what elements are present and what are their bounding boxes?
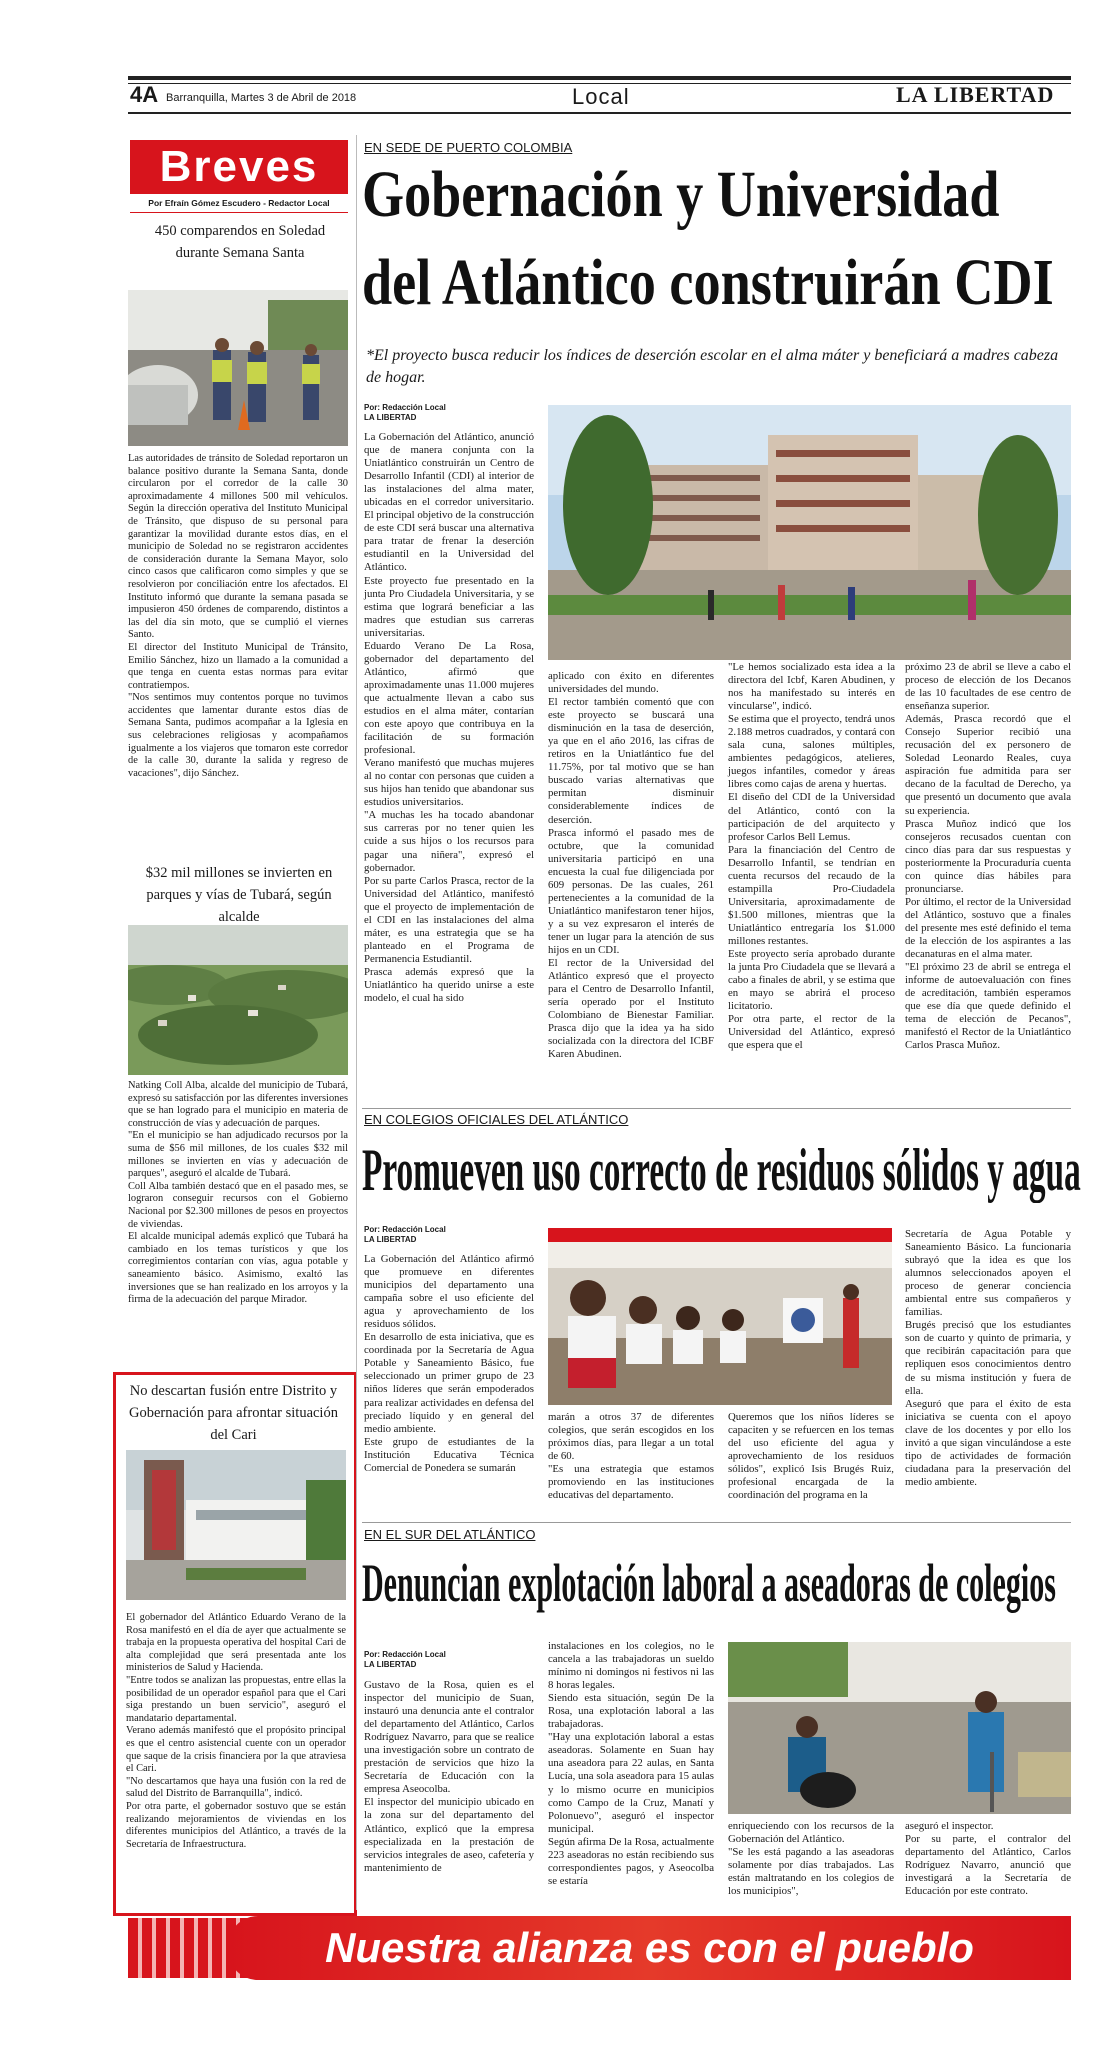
article-column: La Gobernación del Atlántico afirmó que promueve en diferentes municipios del departamento una campaña sobre el uso eficiente del agua y aprovechamiento de los residuos sólidos. En desarrollo de esta iniciativa, que es coordinada por la Secretaría de Agua Potable y Saneamiento Básico, fue seleccionado un primer grupo de 23 niños líderes que serán empoderados para realizar actividades en defensa del preciado líquido y en general del medio ambiente. Este grupo de estudiantes de la Institución Educativa Técnica Comercial de Ponedera se sumarán — [364, 1253, 534, 1474]
article-column: "Le hemos socializado esta idea a la directora del Icbf, Karen Abudinen, y nos ha manifestado su interés en vincularse", indicó. Se estima que el proyecto, tendrá unos 2.188 metros cuadrados, y contará con sala cuna, salones múltiples, ambientes pedagógicos, atelieres, juegos infantiles, comedor y áreas libres como cajas de arena y huertas. El diseño del CDI de la Universidad del Atlántico, contó con la participación de del arquitecto y profesor Carlos Bell Lemus. Para la financiación del Centro de Desarrollo Infantil, se tendrían en cuenta recursos del recaudo de la estampilla Pro-Ciudadela Universitaria, aproximadamente de $1.500 millones, mientras que la Uniatlántico entregaría los $1.000 millones restantes. Este proyecto sería aprobado durante la junta Pro Ciudadela que se llevará a cabo a finales de abril, y se estima que en mayo se abrirá el proceso licitatorio. Por otra parte, el rector de la Universidad del Atlántico, expresó que espera que el — [728, 661, 895, 1052]
article-separator — [362, 1108, 1071, 1109]
article-byline — [364, 1650, 446, 1670]
article-column: La Gobernación del Atlántico, anunció que de manera conjunta con la Uniatlántico construirán un Centro de Desarrollo Infantil (CDI) al interior de las instalaciones del alma mater, ubicadas en el corredor universitario. El principal objetivo de la construcción de este CDI será buscar una alternativa para tratar de frenar la deserción estudiantil en la Universidad del Atlántico. Este proyecto fue presentado en la junta Pro Ciudadela Universitaria, y se estima que logrará beneficiar a las madres que estudian sus carreras universitarias. Eduardo Verano De La Rosa, gobernador del departamento del Atlántico, afirmó que aproximadamente unas 11.000 mujeres que actualmente llevan a cabo sus estudios en el alma máter, contarían con este apoyo que contribuya en la facilitación de su formación profesional. Verano manifestó que muchas mujeres al no contar con personas que cuiden a sus hijos han tenido que abandonar sus estudios universitarios. "A muchas les ha tocado abandonar sus carreras por no tener quien les cuide a sus hijos o los recursos para pagar una niñera", expresó el gobernador. Por su parte Carlos Prasca, rector de la Universidad del Atlántico, manifestó que el proyecto de implementación de el CDI en las instalaciones del alma máter, es una estrategia que se ha planteado en el Programa de Permanencia Estudiantil. Prasca además expresó que la Uniatlántico ha querido unirse a este modelo, el cual ha sido — [364, 431, 534, 1005]
brief-paragraph: "Entre todos se analizan las propuestas, entre ellas la posibilidad de un operador español para que el Cari siga prestando un buen servicio", aseguró el mandatario departamental. — [126, 1674, 346, 1724]
article-headline: del Atlántico construirán CDI — [362, 246, 1054, 319]
breves-byline: Por Efraín Gómez Escudero - Redactor Local — [148, 198, 330, 208]
brief-paragraph: El director del Instituto Municipal de Tránsito, Emilio Sánchez, hizo un llamado a la comunidad a que tenga en cuenta estas normas para evitar contratiempos. — [128, 641, 348, 691]
date-line: Barranquilla, Martes 3 de Abril de 2018 — [166, 92, 357, 104]
brief-body — [128, 1080, 348, 1307]
article-column: aplicado con éxito en diferentes universidades del mundo. El rector también comentó que con este proyecto se buscará una disminución en la tasa de deserción, ya que en el año 2016, las cifras de retiros en la Uniatlántico fue del 11.75%, por tal motivo que se han buscado varias alternativas que permitan disminuir considerablemente índices de deserción. Prasca informó el pasado mes de octubre, que la comunidad universitaria participó en una encuesta la cual fue diligenciada por 609 personas. De las cuales, 261 pertenecientes a la comunidad de la Uniatlántico manifestaron tener hijos, y a su vez expresaron el interés de tener un lugar para la atención de sus hijos en un CDI. El rector de la Universidad del Atlántico expresó que el proyecto para el Centro de Desarrollo Infantil, sería operado por el Instituto Colombiano de Bienestar Familiar. Prasca dijo que la idea ya ha sido socializada con la directora del ICBF Karen Abudinen. — [548, 670, 714, 1061]
brief-paragraph: Las autoridades de tránsito de Soledad reportaron un balance positivo durante la Semana Santa, donde circularon por el corredor de la calle 30 aproximadamente 4 millones 500 mil vehículos. Según la dirección operativa del Instituto Municipal de Tránsito, que dispuso de su personal para garantizar la movilidad durante estos días, en el municipio de Soledad no se registraron accidentes de consideración durante la Semana Mayor, solo cinco casos que calificaron como simples y que se resolvieron por conciliación entre los afectados. El Instituto informó que durante la semana pasada se impusieron 450 órdenes de comparendo, distintos a las del día sin moto, que se cumplió el viernes Santo. — [128, 453, 348, 641]
article-headline: Gobernación y Universidad — [362, 158, 1000, 231]
traffic-officers-photo — [128, 290, 348, 446]
schoolchildren-photo — [548, 1228, 892, 1405]
article-deck: *El proyecto busca reducir los índices de deserción escolar en el alma máter y beneficiará a madres cabeza de hogar. — [366, 347, 1059, 386]
article-headline: Promueven uso correcto de residuos sólidos y agua — [362, 1137, 1081, 1203]
article-column: marán a otros 37 de diferentes colegios, que serán escogidos en los próximos días, para llegar a un total de 60. "Es una estrategia que estamos promoviendo en las instituciones educativas del departamento. — [548, 1411, 714, 1502]
byline-author: Por: Redacción Local — [364, 1650, 446, 1659]
article-column: Queremos que los niños líderes se capaciten y se refuercen en los temas del uso eficiente del agua y aprovechamiento de los residuos sólidos", explicó Isis Brugés Ruiz, profesional encargada de la coordinación del programa en la — [728, 1411, 894, 1502]
brief-paragraph: Natking Coll Alba, alcalde del municipio de Tubará, expresó su satisfacción por las diferentes inversiones que se han logrado para el municipio en materia de construcción de vías y adecuación de parques. — [128, 1080, 348, 1129]
article-column: Secretaría de Agua Potable y Saneamiento Básico. La funcionaria subrayó que la idea es que los alumnos seleccionados apoyen el proceso de generar conciencia ambiental entre sus compañeros y familias. Brugés precisó que los estudiantes son de cuarto y quinto de primaria, y que recibirán capacitación para que repliquen esos conocimientos dentro de su misma institución y fuera de ella. Aseguró que para el éxito de esta iniciativa se cuenta con el apoyo clave de los docentes y por ello los invitó a que sigan vinculándose a este tipo de actividades de formación ciudadana para la preservación del medio ambiente. — [905, 1228, 1071, 1488]
hospital-cari-photo — [126, 1450, 346, 1600]
header-bottom-rule — [128, 112, 1071, 114]
section-name: Local — [572, 84, 630, 109]
article-headline: Denuncian explotación laboral a aseadoras de colegios — [362, 1553, 1056, 1613]
byline-author: Por: Redacción Local — [364, 403, 446, 412]
byline-paper: LA LIBERTAD — [364, 1235, 417, 1244]
brief-paragraph: "Nos sentimos muy contentos porque no tuvimos accidentes que lamentar durante estos días de Semana Santa, pudimos acompañar a la Iglesia en sus celebraciones religiosas y acompañamos igualmente a los viajeros que tomaron este corredor de la calle 30, durante la salida y regreso de vacaciones", dijo Sánchez. — [128, 692, 348, 779]
brief-paragraph: "En el municipio se han adjudicado recursos por la suma de $56 mil millones, de los cuales $32 mil millones se invierten en vías y adecuación de parques", aseguró el alcalde de Tubará. — [128, 1130, 348, 1180]
brief-paragraph: El alcalde municipal además explicó que Tubará ha cambiado en los temas turísticos y que los corregimientos contarían con vías, agua potable y saneamiento básico. Asimismo, exaltó las inversiones que se han realizado en los arroyos y la firma de la adecuación del parque Mirador. — [128, 1231, 348, 1306]
brief-title: No descartan fusión entre Distrito y Gobernación para afrontar situación del Cari — [129, 1383, 338, 1443]
brief-body — [128, 453, 348, 780]
article-column: Gustavo de la Rosa, quien es el inspector del municipio de Suan, instauró una denuncia ante el contralor del departamento del Atlántico, Carlos Rodríguez Navarro, para que se realice una investigación sobre un contrato de prestación de servicios que hizo la Secretaría de Educación con la empresa Aseocolba. El inspector del municipio ubicado en la zona sur del departamento del Atlántico, explicó que la empresa especializada en la prestación de servicios integrales de aseo, cafetería y mantenimiento de — [364, 1679, 534, 1874]
byline-author: Por: Redacción Local — [364, 1225, 446, 1234]
tubara-landscape-photo — [128, 925, 348, 1075]
article-kicker: EN EL SUR DEL ATLÁNTICO — [364, 1527, 536, 1542]
article-column: instalaciones en los colegios, no le cancela a las trabajadoras un sueldo mínimo ni domingos ni festivos ni las 8 horas legales. Siendo esta situación, según De la Rosa, una explotación laboral a las trabajadoras. "Hay una explotación laboral a estas aseadoras. Solamente en Suan hay una aseadora para 22 aulas, en Santa Lucía, una sola aseadora para 15 aulas y lo mismo ocurre en municipios como Campo de la Cruz, Manatí y Polonuevo", aseguró el inspector municipal. Según afirma De la Rosa, actualmente 223 aseadoras no están recibiendo sus correspondientes pagos, y Aseocolba se estaría — [548, 1640, 714, 1887]
article-column: aseguró el inspector. Por su parte, el contralor del departamento del Atlántico, Carlos Rodríguez Navarro, anunció que investigará a la Secretaría de Educación por este contrato. — [905, 1820, 1071, 1898]
newspaper-name: LA LIBERTAD — [896, 82, 1055, 107]
column-divider — [356, 135, 357, 1910]
article-kicker: EN SEDE DE PUERTO COLOMBIA — [364, 140, 573, 155]
breves-rule — [130, 212, 348, 213]
brief-paragraph: Coll Alba también destacó que en el pasado mes, se lograron conseguir recursos con el Gobierno Nacional por $2.300 millones de pesos en proyectos de viviendas. — [128, 1180, 348, 1230]
footer-slogan: Nuestra alianza es con el pueblo — [325, 1924, 974, 1971]
article-byline — [364, 1225, 446, 1245]
article-kicker: EN COLEGIOS OFICIALES DEL ATLÁNTICO — [364, 1112, 629, 1127]
article-byline — [364, 403, 446, 423]
byline-paper: LA LIBERTAD — [364, 413, 417, 422]
brief-paragraph: Por otra parte, el gobernador sostuvo que se están realizando mejoramientos de viviendas en los diferentes municipios del Atlántico, a través de la Secretaría de Infraestructura. — [126, 1800, 346, 1850]
page-number: 4A — [130, 82, 159, 107]
article-column: enriqueciendo con los recursos de la Gobernación del Atlántico. "Se les está pagando a las aseadoras solamente por días trabajados. Las están maltratando en los colegios de los municipios", — [728, 1820, 894, 1898]
janitor-cleaning-photo — [728, 1642, 1071, 1814]
article-separator — [362, 1522, 1071, 1523]
brief-paragraph: "No descartamos que haya una fusión con la red de salud del Distrito de Barranquilla", indicó. — [126, 1775, 346, 1800]
brief-paragraph: Verano además manifestó que el propósito principal es que el centro asistencial cuente con un operador que saque de la crisis financiera por la que atraviesa el Cari. — [126, 1725, 346, 1775]
university-campus-photo — [548, 405, 1071, 660]
breves-banner: Breves — [130, 140, 348, 194]
header-top-rule — [128, 76, 1071, 80]
article-column: próximo 23 de abril se lleve a cabo el proceso de elección de los Decanos de las 10 facultades de ese centro de enseñanza superior. Además, Prasca recordó que el Consejo Superior recibió una recusación del ex personero de Soledad Leonardo Reales, cuya aspiración fue admitida para ser decano de la facultad de Derecho, ya que presentó un documento que avala su experiencia. Prasca Muñoz indicó que los consejeros recusados cuentan con cinco días para dar sus respuestas y posteriormente la Procuraduría cuenta con quince días hábiles para pronunciarse. Por último, el rector de la Universidad del Atlántico, sostuvo que a finales del presente mes esté definido el tema de la elección de los aspirantes a las decanaturas en el alma mater. "El próximo 23 de abril se entrega el informe de autoevaluación con fines de acreditación, también esperamos que ese día que quede definido el tema de elección de Pecanos", manifestó el Rector de la Uniatlántico Carlos Prasca Muñoz. — [905, 661, 1071, 1052]
brief-title: 450 comparendos en Soledad durante Semana Santa — [154, 223, 326, 261]
brief-body — [126, 1612, 346, 1851]
brief-title: $32 mil millones se invierten en parques y vías de Tubará, según alcalde — [145, 865, 333, 925]
byline-paper: LA LIBERTAD — [364, 1660, 417, 1669]
brief-paragraph: El gobernador del Atlántico Eduardo Verano de la Rosa manifestó en el día de ayer que actualmente se trabaja en la propuesta operativa del hospital Cari de alta complejidad que será presentada ante los ministerios de Salud y Hacienda. — [126, 1612, 346, 1674]
